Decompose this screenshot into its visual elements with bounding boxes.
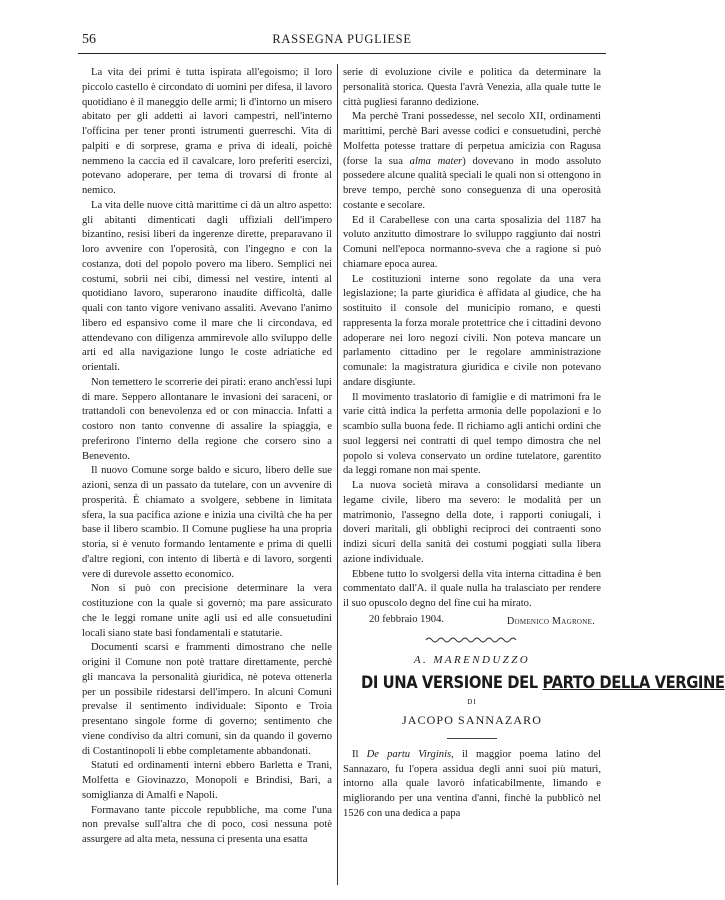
left-column: [82, 66, 332, 848]
header-rule: [78, 53, 606, 54]
article-di: DI: [467, 698, 477, 707]
column-divider: [337, 64, 338, 885]
page-number: 56: [82, 32, 96, 47]
dateline: [343, 613, 601, 628]
left-paragraph-7: Statuti ed ordinamenti interni ebbero Barletta e Trani, Molfetta e Giovinazzo, Monopoli e Brindisi, Bari, a somiglianza di Amalfi e Napoli.: [82, 760, 332, 801]
right-paragraph-4: Il movimento traslatorio di famiglie e di matrimoni fra le varie città indica la perfetta armonia delle popolazioni e lo scambio sulla buona fede. Il richiamo agli antichi ordini che suol leggersi nei contratti di quel tempo dimostra che nel popolo si voleva conservato un ordine tutelatore, garentito da leggi romane non mai spente.: [343, 391, 601, 477]
article-subject: JACOPO SANNAZARO: [402, 713, 542, 727]
right-paragraph-5: La nuova società mirava a consolidarsi mediante un legame civile, libero ma severo: le modalità per un matrimonio, l'assegno della dote, i rapporti coniugali, i doveri maritali, gli obblighi reciproci dei contraenti sono indizi sicuri della sanità dei costumi poggiati sulla libera azione individuale.: [343, 480, 601, 565]
article-author: A. MARENDUZZO: [413, 653, 531, 666]
review-signature: Domenico Magrone.: [506, 615, 595, 627]
alma-mater-phrase: alma mater: [409, 155, 463, 167]
article-title: [361, 672, 725, 693]
article-title-prefix: DI UNA VERSIONE DEL: [361, 672, 543, 693]
right-paragraph-3: Le costituzioni interne sono regolate da una vera legislazione; la parte giuridica è affidata al giudice, che ha sostituito il console del municipio romano, e questi rappresenta la forza morale protettrice che i cittadini devono adoperare nei loro negozi civili. Non poteva mancare un parlamento cittadino per le regolare amministrazione comunale: la magistratura giuridica e civile non potevano andare disgiunte.: [343, 273, 601, 388]
right-paragraph-1: [343, 110, 601, 213]
right-continuation: serie di evoluzione civile e politica da determinare la personalità storica. Questa l'avrà Venezia, alla quale tutte le città pugliesi faranno dedizione.: [343, 67, 601, 108]
right-column: [343, 66, 725, 822]
right-paragraph-6: Ebbene tutto lo svolgersi della vita interna cittadina è ben commentato dall'A. il quale nulla ha tralasciato per rendere il suo opuscolo degno del fine cui ha mirato.: [343, 568, 601, 609]
running-title: RASSEGNA PUGLIESE: [272, 32, 412, 46]
left-paragraph-3: Non temettero le scorrerie dei pirati: erano anch'essi lupi di mare. Seppero allontanare le invasioni dei saraceni, or trattandoli con benevolenza ed or con minaccia. Infatti a costoro non tanto convenne di assalire la spiaggia, e preferirono l'interno della regione che corsero sino a Benevento.: [82, 376, 332, 462]
work-title: De partu Virginis: [366, 748, 452, 760]
left-paragraph-1: La vita dei primi è tutta ispirata all'egoismo; il loro piccolo castello è circondato di uomini per difesa, il lavoro quotidiano è il maneggio delle armi; lì d'intorno un misero abitato per gli addetti ai lavori campestri, nell'interno l'officina per tener pronti istrumenti guerreschi. Vita di palpiti e di sorprese, grama e priva di ideali, poichè nemmeno la caccia ed il cavalcare, loro preferiti esercizi, potevano adoperare, per tema di trovarsi di fronte al nemico.: [82, 67, 332, 196]
left-paragraph-8: Formavano tante piccole repubbliche, ma come l'una non prevalse sull'altra che di poco, così nessuna potè assurgere ad alta meta, nessuna ci presenta una esatta: [82, 804, 332, 845]
left-paragraph-2: La vita delle nuove città marittime ci dà un altro aspetto: gli abitanti dimenticati dagli uffiziali dell'impero bizantino, resisi liberi da ingerenze dirette, preparavano il loro avvenire con l'operosità, con l'ingegno e con la costanza, doti del popolo povero ma libero. Semplici nei costumi, sobrii nei cibi, dimessi nel vestire, intenti al quotidiano lavoro, superarono inaudite difficoltà, dalle quali con tanto vigore venivano assaliti. Avevano l'animo libero ed espansivo come il mare che li circondava, ed attendevano con diligenza ammirevole allo sviluppo delle arti ed alla navigazione lungo le coste adriatiche ed orientali.: [82, 199, 332, 373]
left-paragraph-5: Non si può con precisione determinare la vera costituzione con la quale si governò; ma pare assicurato che le leggi romane unite agli usi ed alle consuetudini locali siano state basi fondamentali e statutarie.: [82, 583, 332, 639]
right-paragraph-1-end: ) dovevano in modo assoluto possedere alcune qualità speciali le quali non si ottengono in breve tempo, perchè sono conseguenza di una operosità costante e secolare.: [343, 155, 601, 211]
page-header: [82, 32, 602, 48]
article-intro-text: , il maggior poema latino del Sannazaro, fu l'opera assidua degli anni suoi più maturi, intorno alla quale lavorò infaticabilmente, limando e migliorando per una ventina d'anni, finchè la pubblicò nel 1526 con una dedica a papa: [343, 748, 601, 819]
wavy-separator: [424, 636, 520, 644]
left-paragraph-4: Il nuovo Comune sorge baldo e sicuro, libero delle sue azioni, senza di un passato da tutelare, con un avvenire di prosperità. È chiamato a svolgere, sebbene in limitata sfera, la sua pacifica azione e inizia una civiltà che ha per base il libero scambio. Il Comune pugliese ha una propria storia, si è venuto formando lentamente e prima di quelli d'altre regioni, con intento di libertà e di lavoro, sorgenti vere di durevole assetto economico.: [82, 465, 332, 580]
right-paragraph-2: Ed il Carabellese con una carta sposalizia del 1187 ha voluto anzitutto dimostrare lo sviluppo raggiunto dai nostri Comuni nell'epoca normanno-sveva che a ragione si può chiamare epoca aurea.: [343, 214, 601, 270]
article-intro-word: Il: [352, 748, 359, 760]
article-title-underlined: PARTO DELLA VERGINE: [542, 672, 725, 693]
review-date: 20 febbraio 1904.: [369, 613, 445, 625]
article-intro: [343, 748, 601, 822]
subject-rule: [447, 738, 497, 739]
left-paragraph-6: Documenti scarsi e frammenti dimostrano che nelle origini il Comune non potè trattare direttamente, perchè gli mancava la personalità giuridica, nè poteva ottenerla per un possibile ridestarsi dell'impero. In alcuni Comuni prevalse il sentimento individuale: Siponto e Troia presentano singole forme di governo; sentimento che viene condiviso da altri comuni, sin da quando il governo di Costantinopoli li ebbe completamente abbandonati.: [82, 642, 332, 757]
right-paragraph-1-text: Ma perchè Trani possedesse, nel secolo XII, ordinamenti marittimi, perchè Bari avesse codici e consuetudini, perchè Molfetta potesse trattare di perpetua amicizia con Ragusa (forse la sua: [343, 111, 601, 167]
